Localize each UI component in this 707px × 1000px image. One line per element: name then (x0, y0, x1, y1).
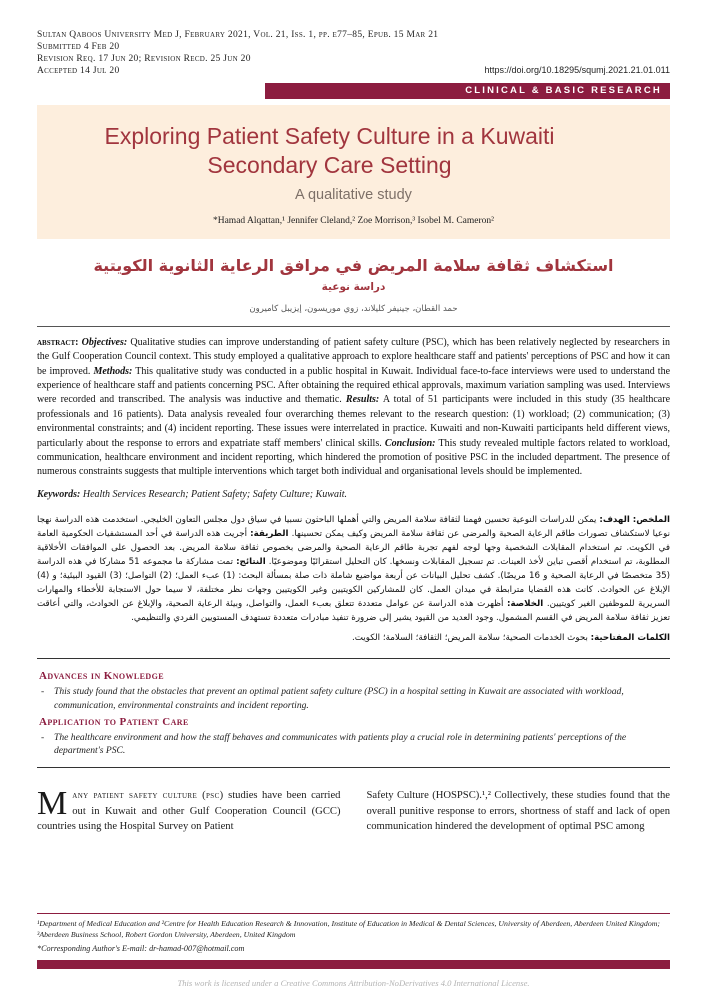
arabic-author-list: حمد القطان، جينيفر كليلاند، زوي موريسون، إيزيبل كاميرون (249, 303, 458, 314)
advances-item-text: This study found that the obstacles that prevent an optimal patient safety culture (PSC) in a hospital setting in Kuwait are associated with workload, communication, environmental constraints and incident reporting. (54, 686, 624, 711)
arabic-objectives-text: يمكن للدراسات النوعية تحسين فهمنا لثقافة سلامة المريض والتي أهملها الباحثون نسبيا في سياق دول مجلس التعاون الخليجي. استخدمت هذه الدراسة نهجا نوعيا لاستكشاف تصورات طاقم الرعاية الصحية والمرضى عن ثقافة سلامة المريض وكيف يمكن تحسينها. (37, 514, 670, 539)
highlights-box (37, 658, 670, 768)
corresponding-email-link[interactable]: dr-hamad-007@hotmail.com (149, 944, 245, 953)
drop-cap: M (37, 785, 68, 823)
abstract-paragraph (37, 336, 670, 480)
arabic-methods-label: الطريقة: (250, 528, 289, 539)
objectives-text: Qualitative studies can improve understanding of patient safety culture (PSC), which has been relatively neglected by researchers in the Gulf Cooperation Council context. This study employed a qualitative approach to explore healthcare staff and patients' perceptions of PSC and how it can be improved. (37, 336, 671, 377)
journal-citation-line: Sultan Qaboos University Med J, February 2021, Vol. 21, Iss. 1, pp. e77–85, Epub. 15 Mar 21 (37, 30, 439, 40)
masthead (37, 30, 670, 78)
arabic-article-subtitle: دراسة نوعية (321, 280, 386, 293)
body-column-right (367, 788, 671, 835)
article-type-banner: CLINICAL & BASIC RESEARCH (265, 83, 670, 99)
advances-heading: Advances in Knowledge (39, 670, 164, 683)
body-columns (37, 785, 670, 835)
conclusion-text: This study revealed multiple factors related to workload, communication, healthcare environment and incident reporting, which hindered the promotion of positive PSC in the included department. The presence of numerous constraints suggests that multiple interventions which target both individual and organisational levels should be implemented. (37, 437, 670, 478)
masthead-citation-block (37, 30, 438, 78)
abstract-label: abstract: (37, 336, 79, 348)
arabic-keywords-text: بحوث الخدمات الصحية؛ سلامة المريض؛ الثقافة؛ السلامة؛ الكويت. (352, 633, 588, 644)
methods-label: Methods: (93, 365, 133, 377)
intro-text-right: Safety Culture (HOSPSC).¹,² Collectively, these studies found that the overall punitive response to errors, shortness of staff and lack of open communication hindered the development of optimal PSC among (366, 790, 670, 833)
application-item-text: The healthcare environment and how the staff behaves and communicates with patients play a crucial role in determining patients' perceptions of the department's PSC. (54, 731, 627, 757)
arabic-methods-text: أجريت هذه الدراسة في أحد المستشفيات الحكومية العامة في الكويت. تم استخدام المقابلات الشخصية وجها لوجه لفهم تجربة طاقم الرعاية الصحية والمرضى بخصوص ثقافة سلامة المريض. بعد الحصول على الموافقات الأخلاقية المطلوبة، تم استخدام أقصى تباين لأخذ العينات. تم تسجيل المقابلات ونسخها. كان التحليل استقرائيًا وموضوعيًا. (37, 528, 670, 567)
arabic-article-title: استكشاف ثقافة سلامة المريض في مرافق الرعاية الثانوية الكويتية (93, 256, 614, 276)
arabic-results-text: تمت مشاركة ما مجموعه 51 مشاركا في هذه الدراسة (35 متخصصًا في الرعاية الصحية و 16 مريضًا). كشف تحليل البيانات عن أربعة مواضيع شاملة ذات صلة بمسألة البحث: (1) عبء العمل؛ (2) التواصل؛ (3) القيود البيئية؛ و (4) الإبلاغ عن الحوادث. كانت هذه القضايا مترابطة في ميدان العمل. كان للمشاركين الكويتيين وغير الكويتيين وجهات نظر مختلفة، لا سيما حول الاستجابة للأخطاء والمهارات السريرية للموظفين الغير كويتيين. (37, 556, 671, 610)
keywords-text: Health Services Research; Patient Safety; Safety Culture; Kuwait. (82, 488, 348, 500)
doi-link[interactable]: https://doi.org/10.18295/squmj.2021.21.01.011 (484, 64, 670, 75)
corresponding-author-line (37, 944, 670, 953)
arabic-results-label: النتائج: (236, 556, 266, 567)
objectives-label: Objectives: (81, 336, 128, 348)
keywords-label: Keywords: (37, 488, 81, 500)
keywords-line (37, 489, 670, 500)
article-type-banner-row (37, 83, 670, 99)
arabic-conclusion-label: الخلاصة: (507, 599, 544, 610)
revision-dates: Revision Req. 17 Jun 20; Revision Recd. 25 Jun 20 (37, 53, 251, 64)
advances-item (39, 685, 668, 711)
page-footer (37, 913, 670, 992)
submitted-date: Submitted 4 Feb 20 (37, 41, 120, 52)
masthead-doi-block (485, 60, 670, 78)
arabic-objectives-label: الهدف: (599, 514, 630, 525)
article-subtitle: A qualitative study (295, 187, 412, 204)
conclusion-label: Conclusion: (384, 437, 436, 449)
arabic-title-block (37, 255, 670, 313)
license-text: This work is licensed under a Creative Commons Attribution-NoDerivatives 4.0 International License. (177, 978, 530, 988)
article-title: Exploring Patient Safety Culture in a Kuwaiti Secondary Care Setting (104, 122, 555, 178)
divider-rule (37, 326, 670, 327)
title-band (37, 105, 670, 240)
footer-rule (37, 913, 670, 953)
bullet-dash: - (41, 731, 45, 743)
author-list: *Hamad Alqattan,¹ Jennifer Cleland,² Zoe Morrison,³ Isobel M. Cameron² (212, 216, 495, 227)
corresponding-label: *Corresponding Author's E-mail: (37, 944, 148, 953)
intro-text-left: studies have been carried out in Kuwait and other Gulf Cooperation Council (GCC) countries using the Hospital Survey on Patient (37, 790, 341, 833)
results-text: A total of 51 participants were included in this study (35 healthcare professionals and 16 patients). Data analysis revealed four overarching themes relevant to the research question: (1) workload; (2) communication; (3) environmental constraints; and (4) incident reporting. These issues were interrelated in practice. Kuwaiti and non-Kuwaiti participants held different views, particularly about the response to errors and expatriate staff members' clinical skills. (37, 394, 671, 449)
arabic-abstract-label: الملخص: (632, 514, 670, 525)
bullet-dash: - (41, 686, 45, 698)
methods-text: This qualitative study was conducted in a public hospital in Kuwait. Individual face-to-face interviews were used to understand the experience of healthcare staff and patients concerning PSC. After obtaining the required ethical approvals, maximum variation sampling was used. Interviews were recorded and transcribed. The analysis was inductive and thematic. (37, 365, 671, 406)
affiliations-text: ¹Department of Medical Education and ²Centre for Health Education Research & Innovation, Institute of Education in Medical & Dental Sciences, University of Aberdeen, Aberdeen United Kingdom; ³Aberdeen Business School, Robert Gordon University, Aberdeen, United Kingdom (37, 919, 660, 940)
application-heading: Application to Patient Care (39, 715, 189, 728)
body-column-left (37, 785, 341, 835)
intro-smallcaps: any patient safety culture (psc) (72, 790, 224, 802)
accepted-date: Accepted 14 Jul 20 (37, 65, 120, 76)
arabic-abstract-paragraph (37, 513, 670, 626)
results-label: Results: (345, 394, 380, 406)
arabic-keywords-label: الكلمات المفتاحية: (590, 633, 670, 644)
application-item (39, 731, 668, 757)
footer-maroon-bar (37, 960, 670, 969)
arabic-conclusion-text: أظهرت هذه الدراسة عن عوامل متعددة تتعلق بعبء العمل، والتواصل، وبيئة الرعاية الصحية، والإبلاغ عن الحوادث، والتي أعاقت تعزيز ثقافة سلامة المريض في القسم المشمول. وجود العديد من القيود يشير إلى ضرورة تنفيذ مبادرات متعددة تستهدف المستويين الفردي والتنظيمي. (37, 599, 670, 624)
arabic-keywords-line (37, 633, 670, 643)
